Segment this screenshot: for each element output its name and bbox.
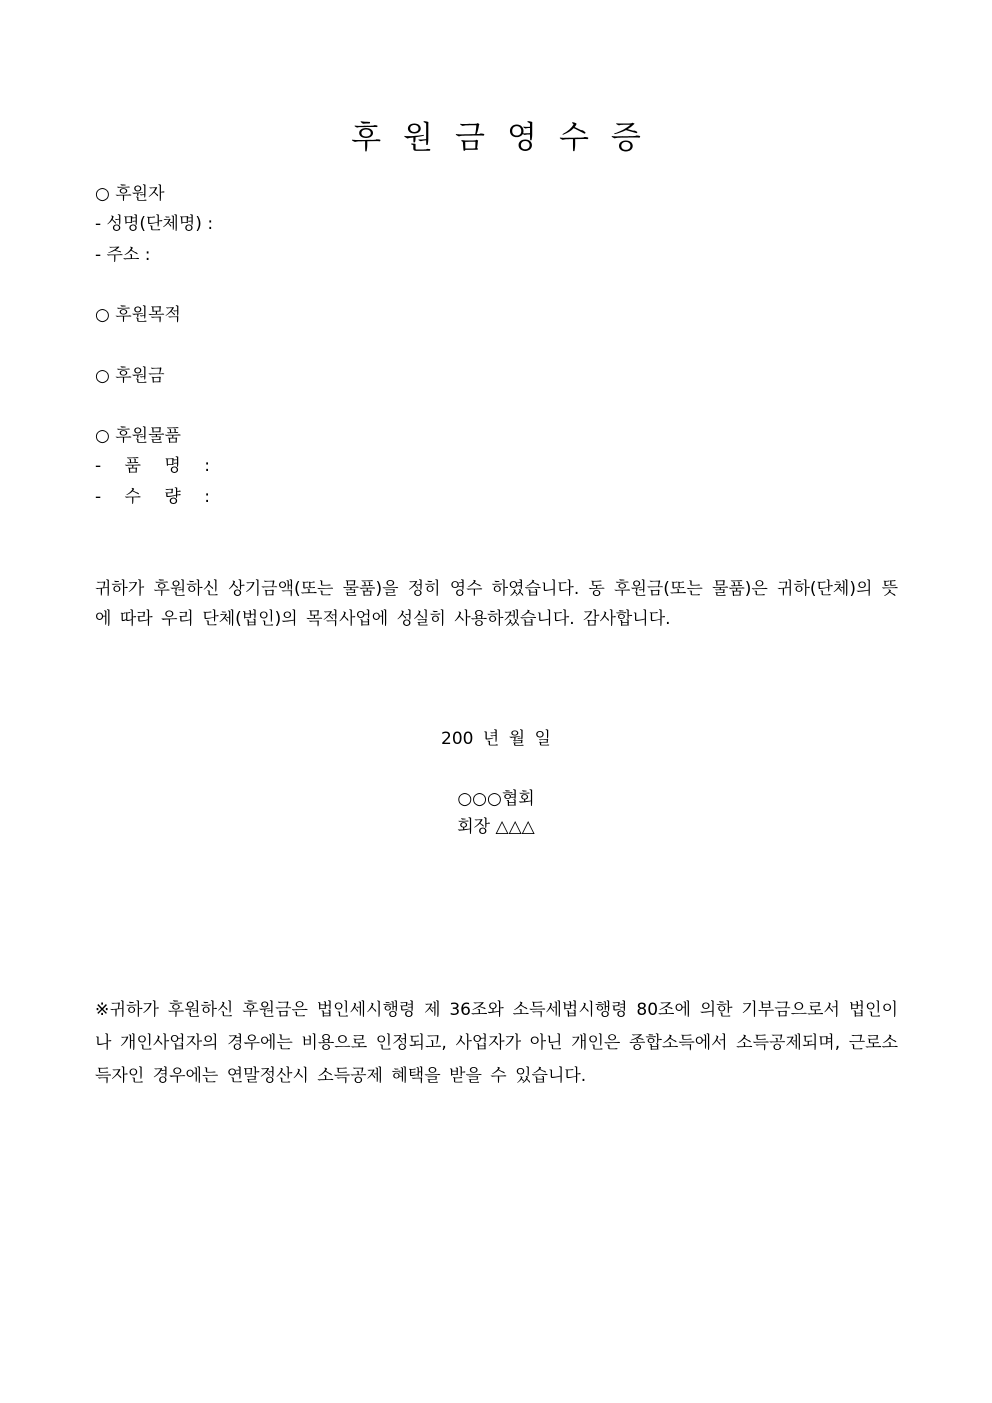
tax-deduction-note: ※귀하가 후원하신 후원금은 법인세시행령 제 36조와 소득세법시행령 80조에 의한 기부금으로서 법인이나 개인사업자의 경우에는 비용으로 인정되고, 사업자가 아닌 개인은 종합소득에서 소득공제되며, 근로소득자인 경우에는 연말정산시 소득공제 혜택을 받을 수 있습니다. — [95, 1000, 898, 1086]
purpose-heading: ○ 후원목적 — [95, 305, 181, 325]
organization-name: ○○○협회 — [457, 789, 535, 809]
issue-date: 200 년 월 일 — [441, 729, 551, 749]
goods-name-field: - 품 명 : — [95, 456, 219, 476]
donor-address-field: - 주소 : — [95, 245, 151, 265]
goods-heading: ○ 후원물품 — [95, 426, 181, 446]
acknowledgement-paragraph: 귀하가 후원하신 상기금액(또는 물품)을 정히 영수 하였습니다. 동 후원금(또는 물품)은 귀하(단체)의 뜻에 따라 우리 단체(법인)의 목적사업에 성실히 사용하겠습니다. 감사합니다. — [95, 579, 898, 629]
donor-heading: ○ 후원자 — [95, 184, 165, 204]
goods-quantity-field: - 수 량 : — [95, 487, 219, 507]
page-title: 후원금영수증 — [351, 120, 663, 156]
donor-name-field: - 성명(단체명) : — [95, 214, 214, 234]
signatory: 회장 △△△ — [457, 817, 535, 837]
amount-heading: ○ 후원금 — [95, 366, 165, 386]
